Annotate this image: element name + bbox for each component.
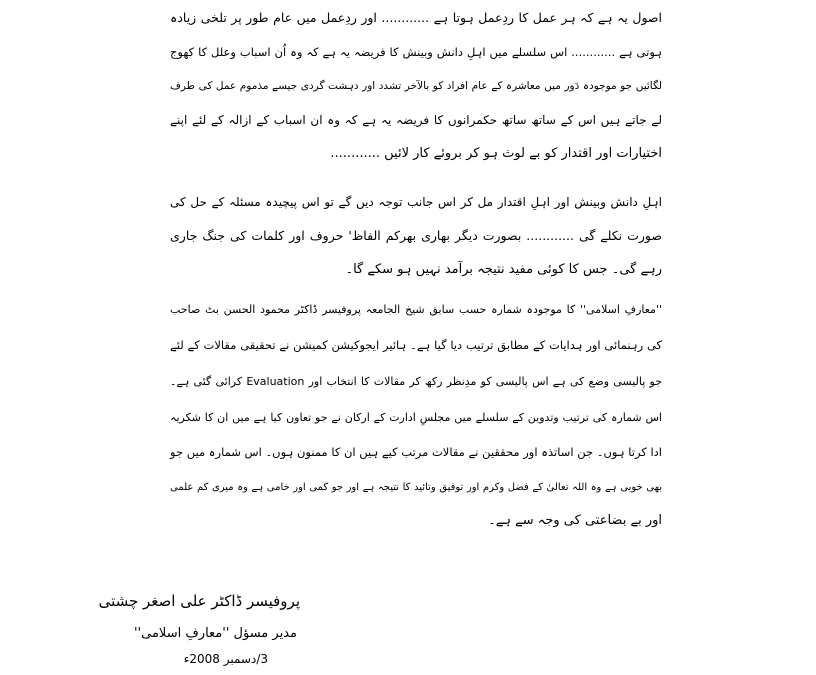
text-line: لے جاتے ہیں اس کے ساتھ ساتھ حکمرانوں کا فریضہ یہ ہے کہ وہ ان اسباب کے ازالہ کے لئے اپنے — [170, 113, 662, 127]
text-line: کی رہنمائی اور ہدایات کے مطابق ترتیب دیا گیا ہے۔ ہائیر ایجوکیشن کمیشن نے تحقیقی مقالات کے لئے — [170, 338, 662, 352]
text-line: جو پالیسی وضع کی ہے اس پالیسی کو مدِنظر رکھ کر مقالات کا انتخاب اور Evaluation کرائی گئی ہے۔ — [170, 375, 662, 388]
text-line: صورت نکلے گی ............ بصورت دیگر بھاری بھرکم الفاظ' حروف اور کلمات کی جنگ جاری — [170, 228, 662, 243]
signature-date: 3/دسمبر 2008ء — [183, 652, 268, 666]
signature-title: مدیر مسؤل ''معارفِ اسلامی'' — [133, 626, 297, 641]
text-line: رہے گی۔ جس کا کوئی مفید نتیجہ برآمد نہیں ہو سکے گا۔ — [345, 262, 662, 277]
text-line: اور بے بضاعتی کی وجہ سے ہے۔ — [488, 513, 662, 528]
text-line: ہوتی ہے ............ اس سلسلے میں اہلِ دانش وبینش کا فریضہ یہ ہے کہ وہ اُن اسباب وعلل کا کھوج — [170, 45, 662, 59]
signature-name: پروفیسر ڈاکٹر علی اصغر چشتی — [98, 592, 300, 610]
text-line: اختیارات اور اقتدار کو بے لوث ہو کر بروئے کار لائیں ............ — [330, 146, 662, 161]
text-line: ''معارفِ اسلامی'' کا موجودہ شمارہ حسب سابق شیخ الجامعہ پروفیسر ڈاکٹر محمود الحسن بٹ صاحب — [170, 303, 662, 316]
text-line: ادا کرتا ہوں۔ جن اساتذہ اور محققین نے مقالات مرتب کیے ہیں ان کا ممنون ہوں۔ اس شمارہ میں جو — [170, 445, 662, 459]
text-line: بھی خوبی ہے وہ اللہ تعالیٰ کے فضل وکرم اور توفیق وتائید کا نتیجہ ہے اور جو کمی اور خامی ہے وہ میری کم علمی — [170, 482, 662, 493]
text-line: اس شمارہ کی ترتیب وتدوین کے سلسلے میں مجلسِ ادارت کے ارکان نے جو تعاون کیا ہے میں ان کا شکریہ — [170, 411, 662, 424]
text-line: لگائیں جو موجودہ دَور میں معاشرہ کے عام افراد کو بالآخر تشدد اور دہشت گردی جیسے مذموم عمل کی طرف — [170, 80, 662, 92]
text-line: اہلِ دانش وبینش اور اہلِ اقتدار مل کر اس جانب توجہ دیں گے تو اس پیچیدہ مسئلہ کے حل کی — [170, 195, 662, 209]
text-line: اصول یہ ہے کہ ہر عمل کا ردِعمل ہوتا ہے ............ اور ردِعمل میں عام طور پر تلخی زیادہ — [170, 10, 662, 25]
